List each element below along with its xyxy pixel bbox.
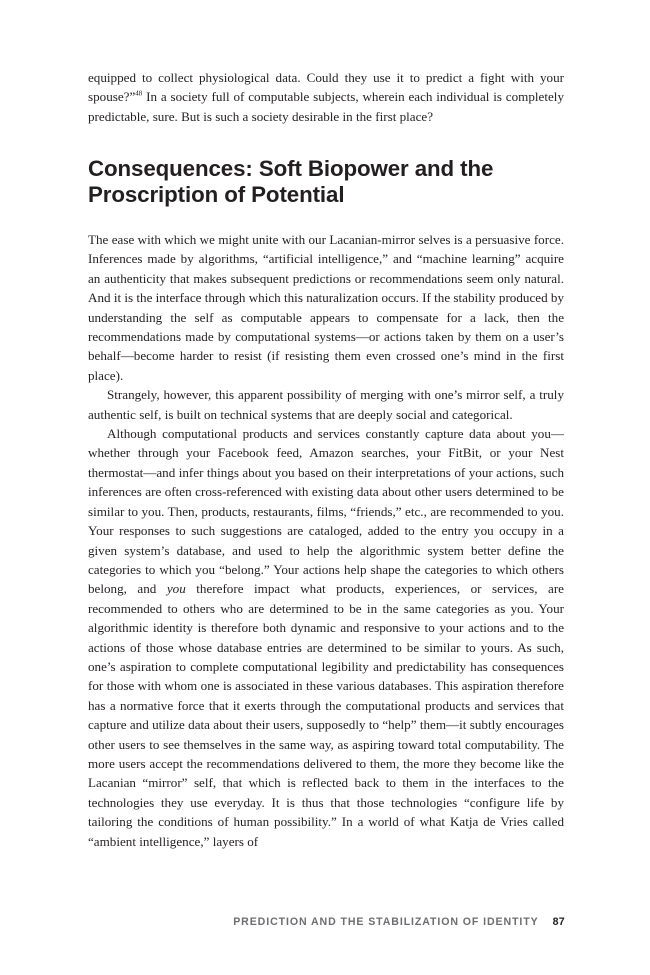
section-body [88,230,564,851]
page-number: 87 [552,916,565,928]
emphasized-word: you [166,581,186,597]
intro-text-start: equipped to collect physiological data. Could they use it to predict a fight with your spouse?” [88,70,564,105]
intro-text [88,68,564,126]
paragraph-3 [88,424,564,851]
intro-paragraph [88,68,564,126]
section-heading: Consequences: Soft Biopower and the Proscription of Potential [88,156,494,207]
page-footer [233,916,565,928]
endnote-reference: 48 [135,90,143,99]
intro-text-end: In a society full of computable subjects, wherein each individual is completely predictable, sure. But is such a society desirable in the first place? [88,89,564,124]
paragraph-3-start: Although computational products and services constantly capture data about you—whether through your Facebook feed, Amazon searches, your FitBit, or your Nest thermostat—and infer things about you based on their interpretations of your actions, such inferences are often cross-referenced with existing data about other users determined to be similar to you. Then, products, restaurants, films, “friends,” etc., are recommended to you. Your responses to such suggestions are cataloged, added to the entry you occupy in a given system’s database, and used to help the algorithmic system better define the categories to which you “belong.” Your actions help shape the categories to which others belong, and [88,426,564,597]
paragraph-1: The ease with which we might unite with our Lacanian-mirror selves is a persuasive force. Inferences made by algorithms, “artificial intelligence,” and “machine learning” acquire an authenticity that makes subsequent predictions or recommendations seem only natural. And it is the interface through which this naturalization occurs. If the stability produced by understanding the self as computable appears to compensate for a lack, then the recommendations made by computational systems—or actions taken by them on a user’s behalf—become harder to resist (if resisting them even crossed one’s mind in the first place). [88,232,564,383]
paragraph-3-end: therefore impact what products, experiences, or services, are recommended to others who are determined to be in the same categories as you. Your algorithmic identity is therefore both dynamic and responsive to your actions and to the actions of those whose database entries are determined to be similar to yours. As such, one’s aspiration to complete computational legibility and predictability has consequences for those with whom one is associated in these various databases. This aspiration therefore has a normative force that it exerts through the computational products and services that capture and utilize data about their users, supposedly to “help” them—it subtly encourages other users to see themselves in the same way, as aspiring toward total computability. The more users accept the recommendations delivered to them, the more they become like the Lacanian “mirror” self, that which is reflected back to them in the interfaces to the technologies they use everyday. It is thus that those technologies “configure life by tailoring the conditions of human possibility.” In a world of what Katja de Vries called “ambient intelligence,” layers of [88,581,564,849]
paragraph-2: Strangely, however, this apparent possibility of merging with one’s mirror self, a truly authentic self, is built on technical systems that are deeply social and categorical. [88,387,564,422]
running-head: PREDICTION AND THE STABILIZATION OF IDENTITY [233,916,539,928]
